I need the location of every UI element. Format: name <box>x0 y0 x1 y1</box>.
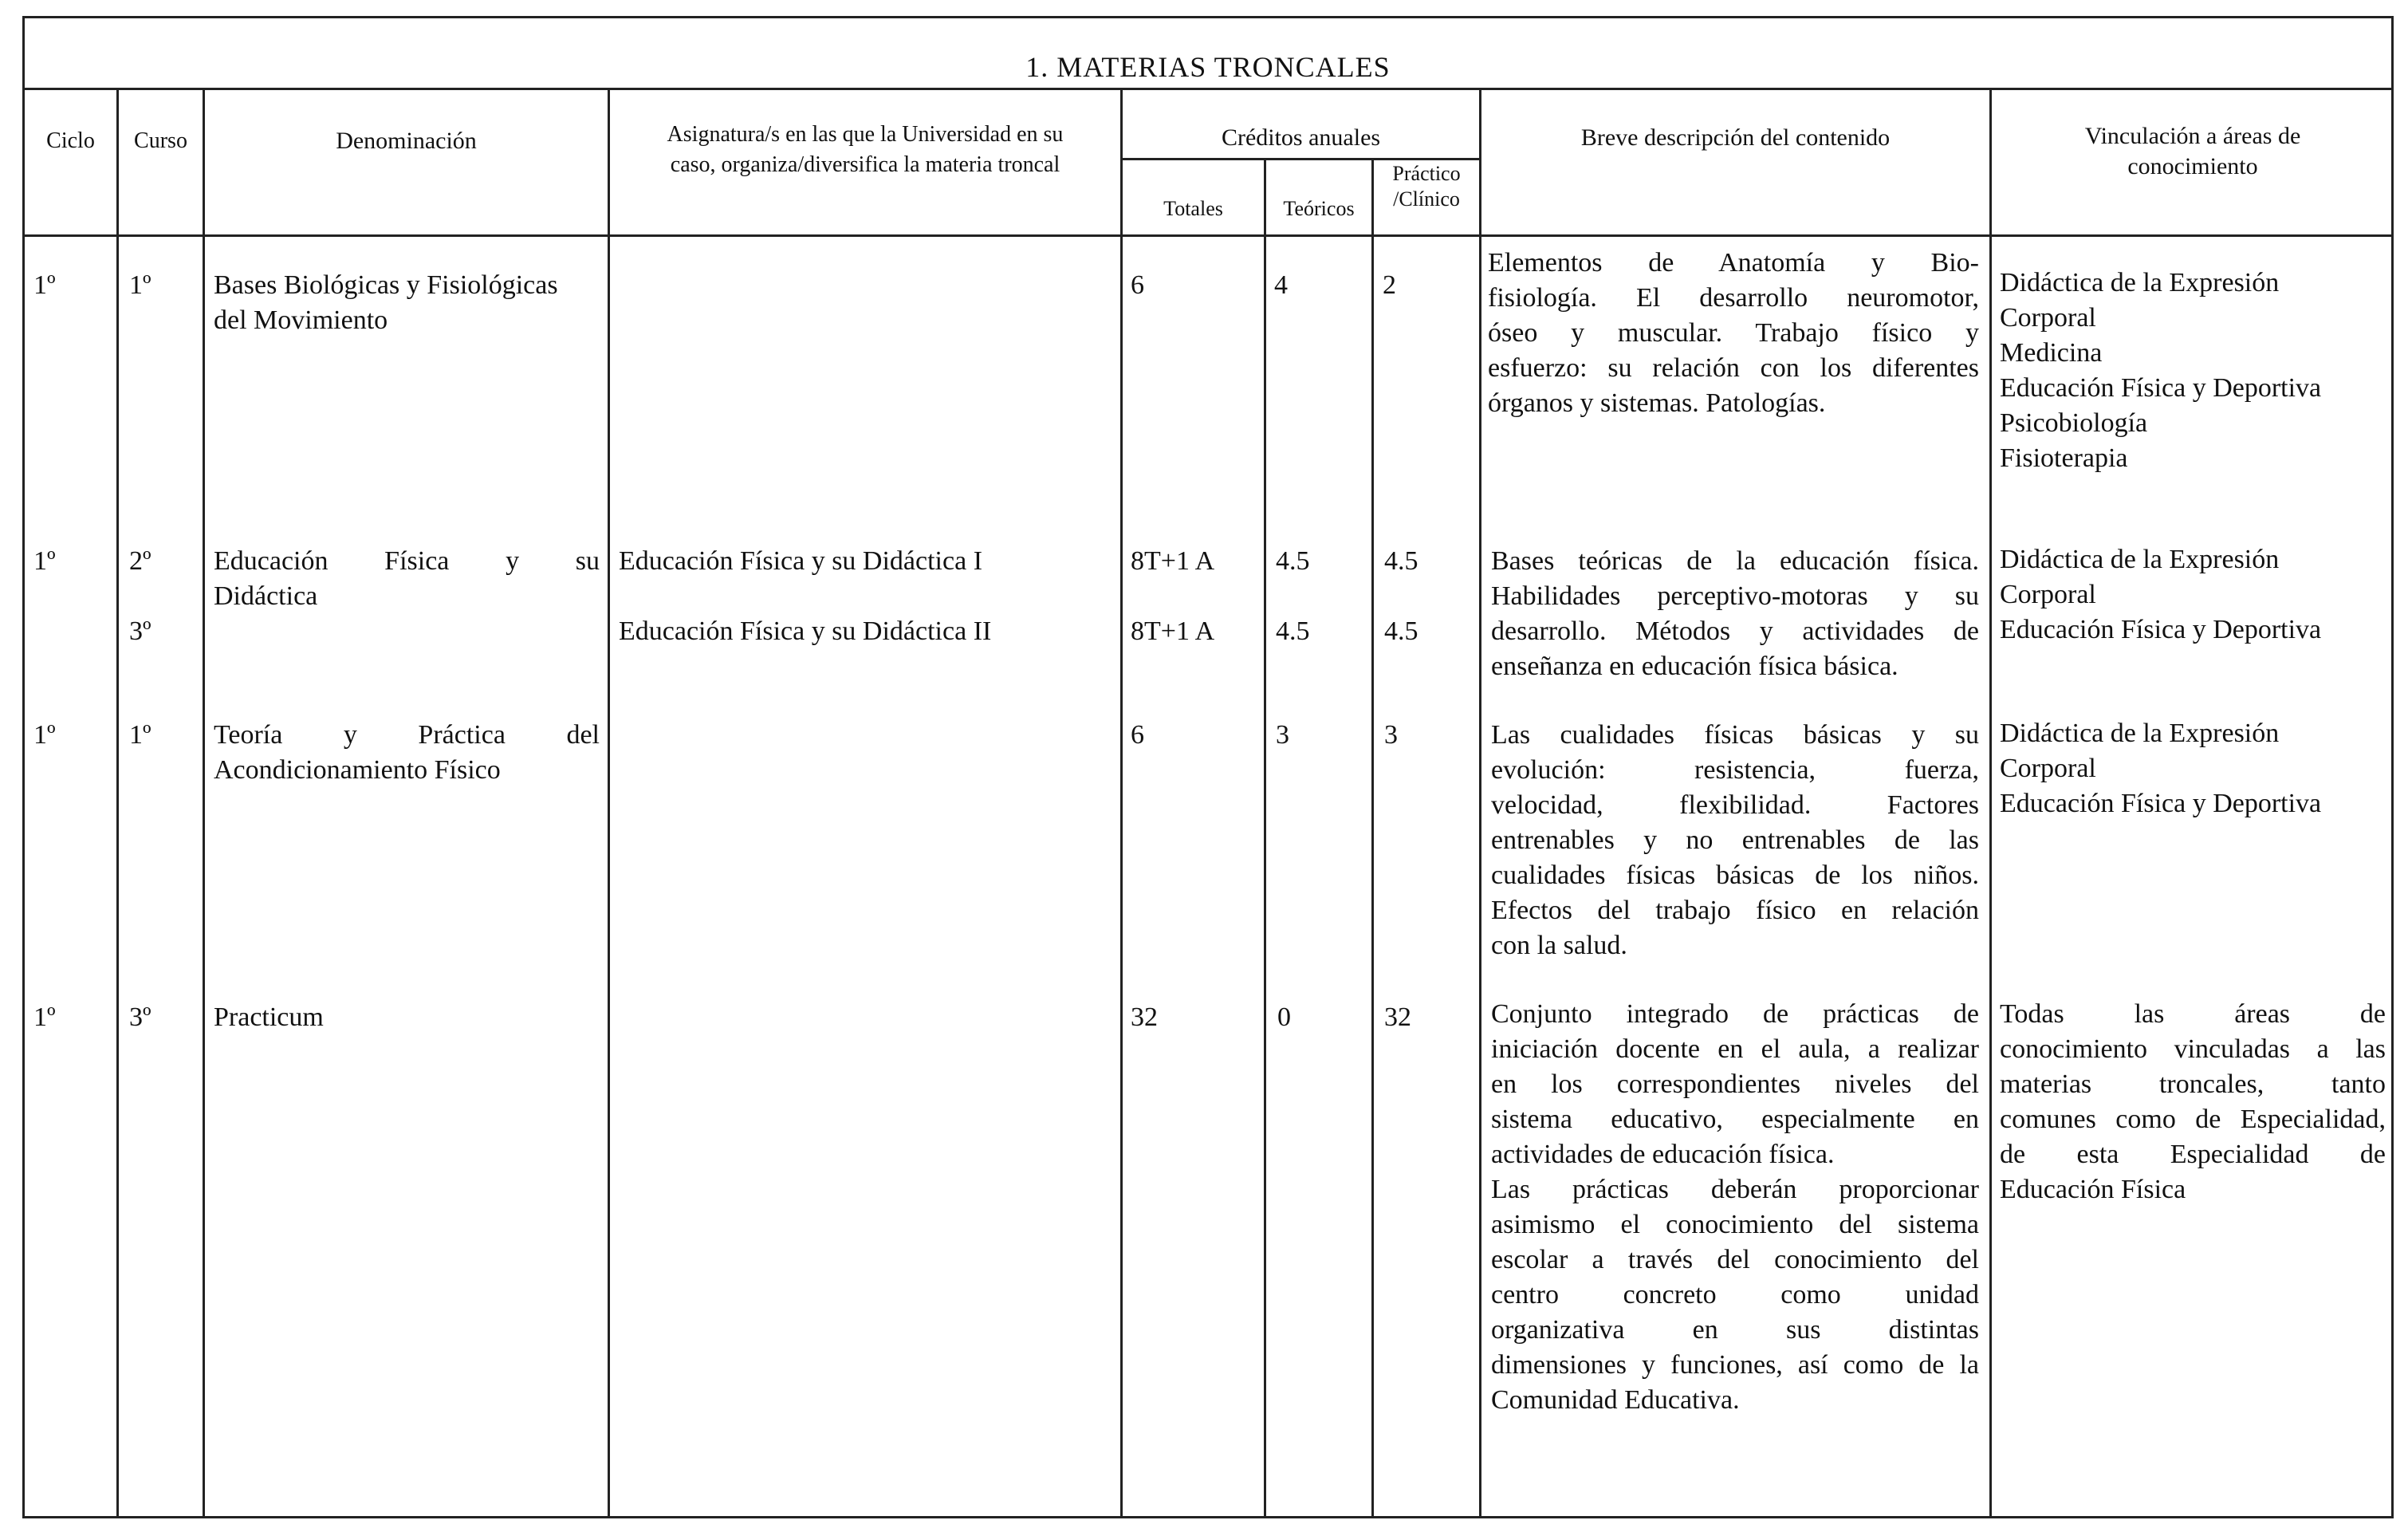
row3-teoricos: 3 <box>1276 720 1289 750</box>
header-vinculacion-line1: Vinculación a áreas de <box>2084 123 2301 149</box>
row2-teoricos: 4.5 <box>1276 546 1310 576</box>
row2-asignatura-1: Educación Física y su Didáctica I <box>619 546 983 576</box>
col-divider-4 <box>1120 88 1123 1518</box>
row1-descripcion-line: óseo y muscular. Trabajo físico y <box>1488 318 1979 348</box>
row4-totales: 32 <box>1131 1002 1158 1032</box>
row3-descripcion <box>1491 718 1979 963</box>
row4-vinculacion-line: materias troncales, tanto <box>2000 1069 2386 1099</box>
row4-descripcion-line: dimensiones y funciones, así como de la <box>1491 1350 1979 1380</box>
row3-denominacion <box>214 718 600 788</box>
row4-denominacion <box>214 1000 600 1035</box>
row4-descripcion-line: en los correspondientes niveles del <box>1491 1069 1979 1099</box>
row2-descripcion <box>1491 544 1979 684</box>
row1-vinculacion-line: Didáctica de la Expresión <box>2000 268 2280 297</box>
row4-ciclo: 1º <box>33 1002 56 1032</box>
col-divider-8 <box>1989 88 1992 1518</box>
row2-vinculacion <box>2000 542 2386 648</box>
row1-descripcion-line: esfuerzo: su relación con los diferentes <box>1488 353 1979 383</box>
row3-ciclo: 1º <box>33 720 56 750</box>
header-asignaturas-line1: Asignatura/s en las que la Universidad en su <box>667 122 1064 147</box>
row2-practico-second: 4.5 <box>1384 616 1418 646</box>
row4-denominacion-line: Practicum <box>214 1002 324 1032</box>
row4-descripcion-line: actividades de educación física. <box>1491 1140 1835 1169</box>
table-title: 1. MATERIAS TRONCALES <box>1025 51 1391 83</box>
row2-practico: 4.5 <box>1384 546 1418 576</box>
row3-vinculacion <box>2000 716 2386 821</box>
row2-denominacion <box>214 544 600 614</box>
header-descripcion: Breve descripción del contenido <box>1580 124 1891 151</box>
row4-descripcion-line: Comunidad Educativa. <box>1491 1385 1740 1415</box>
col-divider-3 <box>608 88 610 1518</box>
creditos-divider <box>1120 158 1479 160</box>
row3-descripcion-line: con la salud. <box>1491 931 1627 960</box>
header-curso: Curso <box>134 128 187 153</box>
row1-descripcion-line: órganos y sistemas. Patologías. <box>1488 388 1826 418</box>
row2-curso-second: 3º <box>129 616 151 646</box>
row3-descripcion-line: Efectos del trabajo físico en relación <box>1491 896 1979 925</box>
row3-totales: 6 <box>1131 720 1144 750</box>
row3-descripcion-line: cualidades físicas básicas de los niños. <box>1491 860 1979 890</box>
row4-vinculacion-line: conocimiento vinculadas a las <box>2000 1034 2386 1064</box>
row4-descripcion-line: organizativa en sus distintas <box>1491 1315 1979 1345</box>
row1-curso: 1º <box>129 270 151 300</box>
row2-descripcion-line: Bases teóricas de la educación física. <box>1491 546 1979 576</box>
row3-practico: 3 <box>1384 720 1398 750</box>
row3-descripcion-line: entrenables y no entrenables de las <box>1491 825 1979 855</box>
header-asignaturas <box>610 120 1120 180</box>
row1-vinculacion-line: Medicina <box>2000 338 2103 368</box>
row2-asignatura-2: Educación Física y su Didáctica II <box>619 616 992 646</box>
row2-curso: 2º <box>129 546 151 576</box>
row2-ciclo: 1º <box>33 546 56 576</box>
header-creditos: Créditos anuales <box>1221 124 1381 151</box>
col-divider-1 <box>116 88 119 1518</box>
row1-denominacion-line: del Movimiento <box>214 305 388 335</box>
row4-teoricos: 0 <box>1277 1002 1291 1032</box>
row1-teoricos: 4 <box>1274 270 1288 300</box>
header-asignaturas-line2: caso, organiza/diversifica la materia troncal <box>670 152 1060 177</box>
header-practico-line1: Práctico <box>1392 162 1461 185</box>
row4-descripcion-line: centro concreto como unidad <box>1491 1280 1979 1309</box>
row3-vinculacion-line: Corporal <box>2000 754 2096 783</box>
row1-vinculacion-line: Corporal <box>2000 303 2096 333</box>
row4-curso: 3º <box>129 1002 151 1032</box>
row3-denominacion-line: Teoría y Práctica del <box>214 720 600 750</box>
row1-descripcion-line: fisiología. El desarrollo neuromotor, <box>1488 283 1979 313</box>
row1-denominacion-line: Bases Biológicas y Fisiológicas <box>214 270 558 300</box>
row2-vinculacion-line: Corporal <box>2000 580 2096 609</box>
row2-totales-second: 8T+1 A <box>1131 616 1215 646</box>
row2-descripcion-line: desarrollo. Métodos y actividades de <box>1491 616 1979 646</box>
row2-descripcion-line: enseñanza en educación física básica. <box>1491 652 1898 681</box>
row4-vinculacion-line: de esta Especialidad de <box>2000 1140 2386 1169</box>
header-vinculacion-line2: conocimiento <box>2127 153 2258 179</box>
row1-totales: 6 <box>1131 270 1144 300</box>
row2-vinculacion-line: Didáctica de la Expresión <box>2000 545 2280 574</box>
row2-denominacion-line: Educación Física y su <box>214 546 600 576</box>
row4-descripcion-line: sistema educativo, especialmente en <box>1491 1105 1979 1134</box>
row4-vinculacion <box>2000 997 2386 1207</box>
row1-practico: 2 <box>1383 270 1396 300</box>
row4-vinculacion-line: comunes como de Especialidad, <box>2000 1105 2386 1134</box>
row3-descripcion-line: evolución: resistencia, fuerza, <box>1491 755 1979 785</box>
row2-descripcion-line: Habilidades perceptivo-motoras y su <box>1491 581 1979 611</box>
row1-vinculacion-line: Educación Física y Deportiva <box>2000 373 2322 403</box>
header-practico <box>1374 161 1479 212</box>
row1-descripcion-line: Elementos de Anatomía y Bio- <box>1488 248 1979 278</box>
row4-descripcion-line: escolar a través del conocimiento del <box>1491 1245 1979 1274</box>
col-divider-7 <box>1479 88 1481 1518</box>
row1-vinculacion-line: Psicobiología <box>2000 408 2148 438</box>
row4-descripcion-line: iniciación docente en el aula, a realizar <box>1491 1034 1979 1064</box>
col-divider-5 <box>1264 158 1266 1518</box>
row1-denominacion <box>214 268 600 338</box>
row1-ciclo: 1º <box>33 270 56 300</box>
row3-curso: 1º <box>129 720 151 750</box>
header-vinculacion <box>1992 121 2394 182</box>
row3-descripcion-line: Las cualidades físicas básicas y su <box>1491 720 1979 750</box>
row2-denominacion-line: Didáctica <box>214 581 318 611</box>
row3-vinculacion-line: Educación Física y Deportiva <box>2000 789 2322 818</box>
row4-descripcion-line: asimismo el conocimiento del sistema <box>1491 1210 1979 1239</box>
row4-vinculacion-line: Educación Física <box>2000 1175 2186 1204</box>
row3-denominacion-line: Acondicionamiento Físico <box>214 755 501 785</box>
header-practico-line2: /Clínico <box>1393 187 1460 211</box>
row1-vinculacion-line: Fisioterapia <box>2000 443 2128 473</box>
row2-totales: 8T+1 A <box>1131 546 1215 576</box>
col-divider-6 <box>1371 158 1374 1518</box>
header-totales: Totales <box>1163 197 1223 220</box>
title-divider <box>22 88 2394 90</box>
row4-descripcion-line: Conjunto integrado de prácticas de <box>1491 999 1979 1029</box>
row2-teoricos-second: 4.5 <box>1276 616 1310 646</box>
row4-vinculacion-line: Todas las áreas de <box>2000 999 2386 1029</box>
row2-vinculacion-line: Educación Física y Deportiva <box>2000 615 2322 644</box>
header-bottom-divider <box>22 234 2394 237</box>
row1-descripcion <box>1488 246 1979 421</box>
row4-practico: 32 <box>1384 1002 1411 1032</box>
col-divider-2 <box>203 88 205 1518</box>
header-denominacion: Denominación <box>336 128 477 154</box>
row4-descripcion-line: Las prácticas deberán proporcionar <box>1491 1175 1979 1204</box>
header-teoricos: Teóricos <box>1283 197 1355 220</box>
row4-descripcion <box>1491 997 1979 1418</box>
header-ciclo: Ciclo <box>46 128 95 153</box>
row1-vinculacion <box>2000 266 2386 476</box>
row3-vinculacion-line: Didáctica de la Expresión <box>2000 719 2280 748</box>
row3-descripcion-line: velocidad, flexibilidad. Factores <box>1491 790 1979 820</box>
